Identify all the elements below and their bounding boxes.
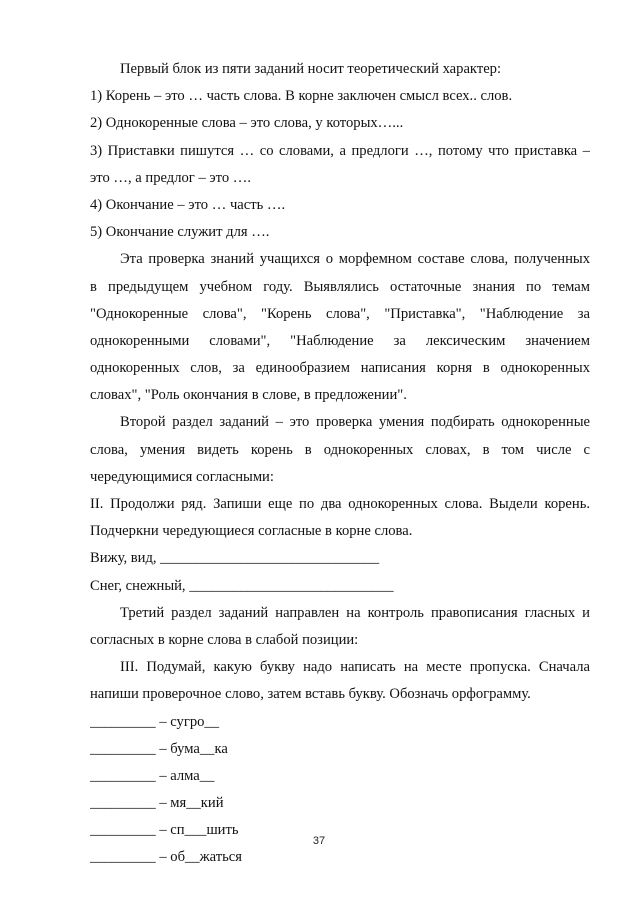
paragraph-line: однокоренными словами", "Наблюдение за лексическим значением bbox=[90, 332, 590, 349]
paragraph-line: чередующимися согласными: bbox=[90, 468, 274, 485]
paragraph-line: Третий раздел заданий направлен на контроль правописания гласных и bbox=[120, 604, 590, 621]
exercise-line: _________ – сп___шить bbox=[90, 822, 239, 839]
page-number: 37 bbox=[312, 835, 326, 847]
paragraph-line: это …, а предлог – это …. bbox=[90, 169, 252, 186]
exercise-line: _________ – об__жаться bbox=[90, 849, 242, 866]
paragraph-line: однокоренных слов, за единообразием написания корня в однокоренных bbox=[90, 360, 590, 377]
paragraph-line: Первый блок из пяти заданий носит теоретический характер: bbox=[120, 61, 502, 77]
paragraph-line: слова, умения видеть корень в однокоренных словах, в том числе с bbox=[90, 441, 590, 458]
paragraph-line: 4) Окончание – это … часть …. bbox=[90, 196, 286, 213]
exercise-line: Вижу, вид, ______________________________ bbox=[90, 550, 380, 567]
paragraph-line: в предыдущем учебном году. Выявлялись остаточные знания по темам bbox=[90, 278, 590, 295]
paragraph-line: "Однокоренные слова", "Корень слова", "Приставка", "Наблюдение за bbox=[90, 305, 590, 322]
exercise-line: _________ – бума__ка bbox=[90, 740, 228, 757]
paragraph-line: 5) Окончание служит для …. bbox=[90, 224, 270, 241]
paragraph-line: Второй раздел заданий – это проверка умения подбирать однокоренные bbox=[120, 414, 590, 431]
paragraph-line: словах", "Роль окончания в слове, в предложении". bbox=[90, 387, 407, 404]
paragraph-line: 2) Однокоренные слова – это слова, у которых…... bbox=[90, 115, 404, 132]
task-instruction-line: Подчеркни чередующиеся согласные в корне слова. bbox=[90, 523, 413, 540]
exercise-line: _________ – алма__ bbox=[90, 767, 215, 784]
document-body bbox=[90, 56, 590, 872]
task-instruction-line: III. Подумай, какую букву надо написать на месте пропуска. Сначала bbox=[120, 659, 590, 676]
task-instruction-line: напиши проверочное слово, затем вставь букву. Обозначь орфограмму. bbox=[90, 686, 531, 703]
exercise-line: _________ – сугро__ bbox=[90, 713, 220, 730]
paragraph-line: 3) Приставки пишутся … со словами, а предлоги …, потому что приставка – bbox=[90, 142, 590, 159]
paragraph-line: 1) Корень – это … часть слова. В корне заключен смысл всех.. слов. bbox=[90, 88, 513, 105]
task-instruction-line: II. Продолжи ряд. Запиши еще по два однокоренных слова. Выдели корень. bbox=[90, 496, 590, 512]
paragraph-line: согласных в корне слова в слабой позиции: bbox=[90, 631, 359, 648]
paragraph-line: Эта проверка знаний учащихся о морфемном составе слова, полученных bbox=[120, 251, 590, 268]
exercise-line: Снег, снежный, ____________________________ bbox=[90, 577, 394, 594]
exercise-line: _________ – мя__кий bbox=[90, 795, 224, 812]
